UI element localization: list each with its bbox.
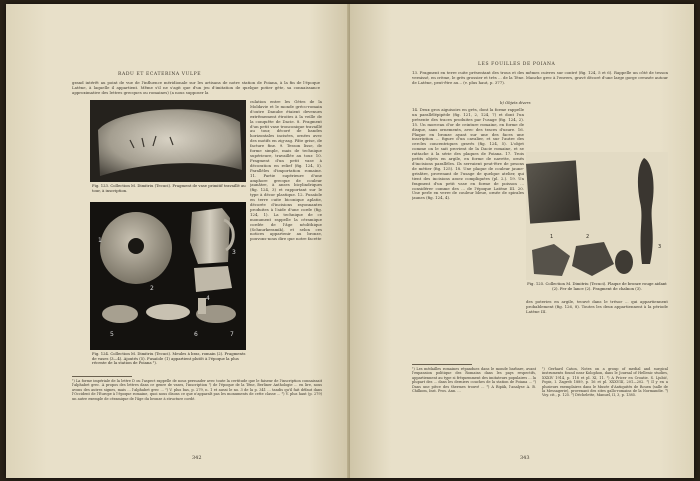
figure-123-photo — [90, 100, 246, 182]
figure-124-caption: Fig. 124. Collection M. Dimitriu (Tecuci). Meules à bras, romain (2). Fragments de vases (3—4). Ajoutés (5). Fusaïole (1) appartient plutôt à l'époque la plus récente de la station de Poiana ²). — [92, 351, 246, 366]
fig124-label-5: 5 — [110, 331, 114, 338]
fig124-label-6: 6 — [194, 331, 198, 338]
figure-123-caption: Fig. 123. Collection M. Dimitriu (Tecuci). Fragment de vase primitif travaillé au tour, à inscription. — [92, 183, 246, 193]
fig124-label-2: 2 — [150, 285, 154, 292]
left-top-paragraph: grand intérêt au point de vue de l'influence méridionale sur les artisans de notre station de Poiana, à la fin de l'époque Latène, à laquelle il appartient. Même s'il ne s'agit que d'un jeu d'imitation de quelque potier gète, sa connaissance approximative des lettres grecques ou romaines) (a nous supposer la — [72, 81, 320, 95]
left-footnote-rule — [72, 376, 132, 377]
section-title: b) Objets divers — [500, 100, 531, 105]
left-running-head: RADU ET ECATERINA VULPE — [118, 72, 202, 77]
figure-125-caption: Fig. 125. Collection M. Dimitriu (Tecuci). Plaque de bronze rouge aidant (2). Fer de lance (2). Fragment de chaînon (3). — [527, 281, 667, 291]
fig125-label-3: 3 — [658, 244, 662, 250]
right-page-number: 343 — [520, 455, 530, 461]
figure-124-photo — [90, 202, 246, 350]
fig124-label-4: 4 — [206, 295, 210, 302]
left-page — [6, 4, 350, 478]
book-spread — [6, 4, 694, 478]
right-intro-paragraph: 13. Fragment en terre cuite présentant des trous et des mêmes cuivres sur contré (fig. 124, 5 et 6). Rappelle un côté de tesson vernissé, en crème, le grès grossier et très ... de la Tène. Manche grec à l'envers, gravé décoré d'une large gorge creusée autour de Latène, peut-être au... (v. plus haut, p. 377). — [412, 71, 668, 85]
fig125-label-2: 2 — [586, 234, 590, 240]
figure-125-photo — [526, 152, 668, 280]
fig124-label-1: 1 — [98, 237, 102, 244]
right-footnote-rule — [412, 364, 472, 365]
left-column-text: culation entre les Gètes de la Moldavie et le monde gréco-romain d'outre Danube étaient devenues extrêmement étroites à la veille de la conquête de Dacie. 8. Fragment d'un petit vase tronconique travaillé au tour, décoré de bandes horizontales incisées, ornées avec des motifs en zig-zag. Pâte grise, de facture fine. 9. Tesson lisse, de forme simple, mais de technique supérieure, travaillée au tour. 10. Fragment d'un petit vase à décoration en relief (fig. 124, 5). Parallèles d'importation romaine. 11. Partie supérieure d'une amphore grecque de couleur jaunâtre, à anses bicylindriques (fig. 124, 3) et rapportant sur le type à décor plastique. 12. Fusaïole en terre cuite biconique aplatie, décorée d'incisions rayonnantes produites à l'aide d'une corde (fig. 124, 1). La technique de ce monument rappelle la céramique cordée de l'âge néolithique (Schnurkeramik), et selon ces notices appartenir au bronze, pouvons-nous dire que notre facette — [250, 100, 322, 242]
right-bottom-paragraph: des poteries en argile, trouvé dans le trésor ... qui appartiennent probablement (fig. 126, 8). Toutes les deux appartiennent à la période Latène III. — [526, 300, 668, 314]
right-page — [350, 4, 694, 478]
right-running-head: LES FOUILLES DE POIANA — [478, 62, 556, 67]
right-footnotes-right: ¹) Gerhard Caton, Notes on a group of medial and surgical instruments found near Kolophon, dans le Journal of Hellenic studies, XXXIV 1914, p. 118 et pl. XI, 11. ²) A Pricer en Croatie. S. Ljubić, Popis, I. Zagreb 1889, p. 16 et pl. XXXVIII, 201—202. ³) Il y en a plusieurs exemplaires dans le Musée d'Antiquités de Rouen (salle de la Messagerie), provenant des sites gallo-romains de la Normandie. ⁴) Voy. cit., p. 125. ⁵) Déchelette, Manuel, II, 3, p. 1385. — [542, 367, 668, 398]
fig124-label-7: 7 — [230, 331, 234, 338]
right-column-text: 14. Deux gros aiguisoirs en grès, dont la forme rappelle un parallélépipède (fig. 121, 2, 124, 7) et dont l'un présente des traces produites par l'usage (fig. 124, 2). 15. Un morceau d'or de ceinture romaine, en forme de disque, sans ornements, avec des traces d'usure. 16. Plaque en bronze ayant sur une des faces une inscription ... figure d'un cavalier, et sur l'autre des cercles concentriques gravés (fig. 124, 5). L'objet comme on le sait provient de la Dacie romaine, et se rattache à la série des plaques de Poiana. 17. Trois petits objets en argile, en forme de navette, ornés d'incisions parallèles. Ils servaient peut-être de pesons de métier (fig. 125). 18. Une plaque de couleur jaune-grisâtre, provenant de l'usage de quelque atelier, qui tient des incisions assez compliquées (pl. 2.). 19. Un fragment d'un petit vase en forme de poisson ... considérer comme des ... de l'époque Latène III. 20. Une perle en verre de couleur bleue, ornée de spirales jaunes (fig. 124, 4). — [412, 108, 524, 201]
fig125-label-1: 1 — [550, 234, 554, 240]
fig124-label-3: 3 — [232, 249, 236, 256]
left-footnotes: ¹) La forme impériale de la lettre D ou l'aspect rappelle de nous persuader avec toute la certitude que le faiseur de l'inscription connaissait l'alphabet grec. A propos des lettres dans ce genre de vases, l'inscription ¹) de l'époque de la Tène, Berliner Anthologie ... en lire, nous avons des autres signes, mais ... l'alphabet grec ... ²) V. plus bas, p. 279, n. 1 et aussi le no. 3 de la p. 341 ... tandis qu'il fait défaut dans l'Occident de l'Europe à l'époque romaine, quoi nous disons ce que n'apparaît pas les monuments de cette classe ... ³) V. plus haut (p. 279) un autre exemple de céramique de l'âge du bronze à structure cordé. — [72, 379, 322, 401]
right-footnotes-left: ¹) Les médailles romaines répandues dans le monde barbare, avant l'expansion politique des Romains dans les pays respectifs, appartiennent au type si fréquemment des imitateurs populaires ... la plupart des ... dans les derniers couches de la station de Poiana ... ²) Dans une pièce des thermes trouvé ... ³) A Ripăk, l'analyse A. B. Chilkom, Inst. Pros. Ann. ... — [412, 367, 536, 394]
left-page-number: 342 — [192, 455, 202, 461]
